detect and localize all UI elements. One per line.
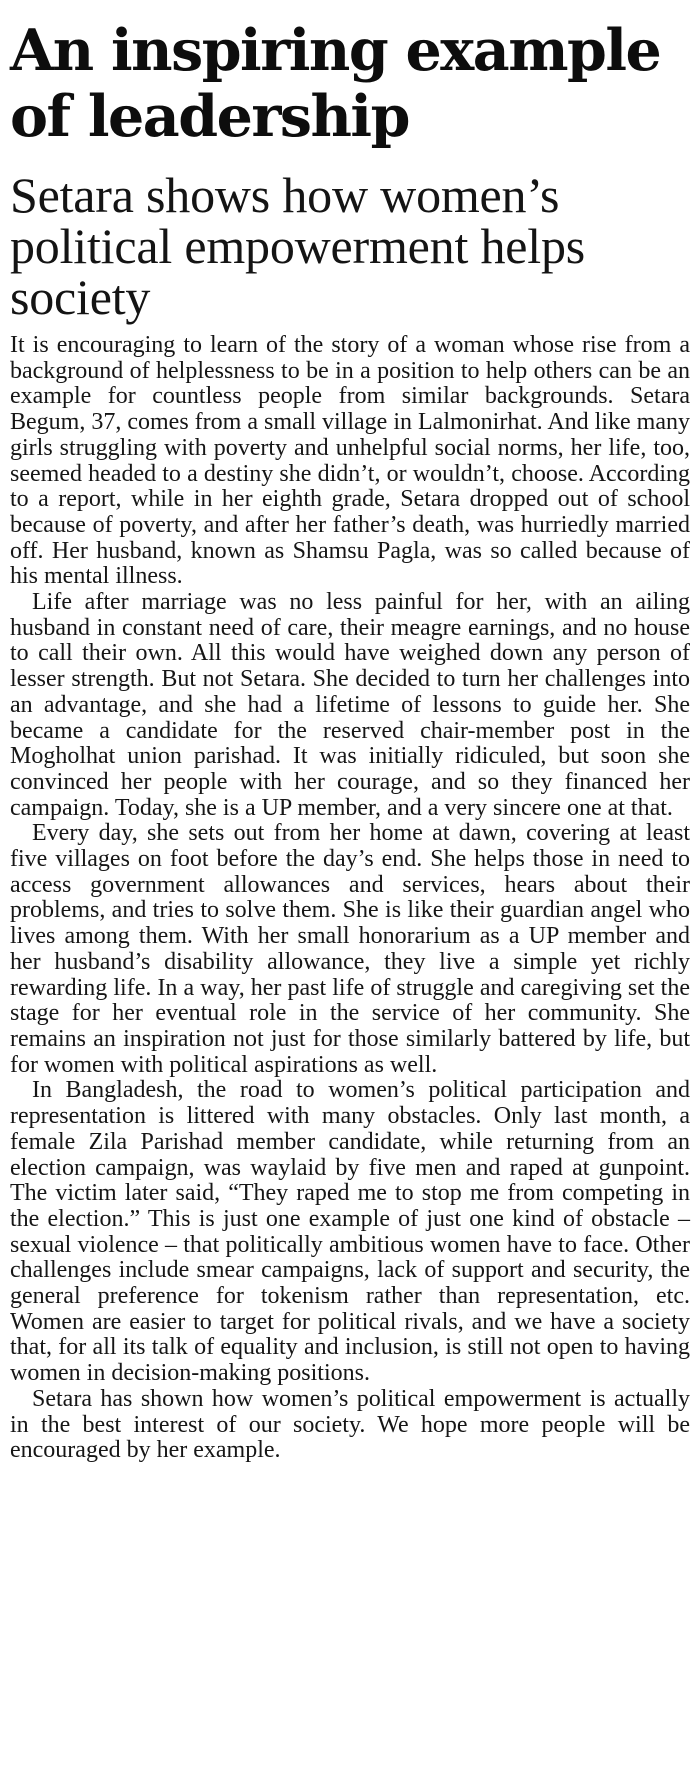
paragraph: Setara has shown how women’s political empowerment is actually in the best interest of our society. We hope more people will be encouraged by her example. [10,1385,690,1464]
headline: An inspiring example of leadership [10,17,661,150]
paragraph: Life after marriage was no less painful for her, with an ailing husband in constant need of care, their meagre earnings, and no house to call their own. All this would have weighed down any person of lesser strength. But not Setara. She decided to turn her challenges into an advantage, and she had a lifetime of lessons to guide her. She became a candidate for the reserved chair-member post in the Mogholhat union parishad. It was initially ridiculed, but soon she convinced her people with her courage, and so they financed her campaign. Today, she is a UP member, and a very sincere one at that. [10,589,690,821]
subheadline: Setara shows how women’s political empowerment helps society [10,167,585,325]
paragraph: Every day, she sets out from her home at dawn, covering at least five villages on foot before the day’s end. She helps those in need to access government allowances and services, hears about their problems, and tries to solve them. She is like their guardian angel who lives among them. With her small honorarium as a UP member and her husband’s disability allowance, they live a simple yet richly rewarding life. In a way, her past life of struggle and caregiving set the stage for her eventual role in the service of her community. She remains an inspiration not just for those similarly battered by life, but for women with political aspirations as well. [10,820,690,1078]
paragraph: It is encouraging to learn of the story of a woman whose rise from a background of helplessness to be in a position to help others can be an example for countless people from similar backgrounds. Setara Begum, 37, comes from a small village in Lalmonirhat. And like many girls struggling with poverty and unhelpful social norms, her life, too, seemed headed to a destiny she didn’t, or wouldn’t, choose. According to a report, while in her eighth grade, Setara dropped out of school because of poverty, and after her father’s death, was hurriedly married off. Her husband, known as Shamsu Pagla, was so called because of his mental illness. [10,332,690,590]
paragraph: In Bangladesh, the road to women’s political participation and representation is littered with many obstacles. Only last month, a female Zila Parishad member candidate, while returning from an election campaign, was waylaid by five men and raped at gunpoint. The victim later said, “They raped me to stop me from competing in the election.” This is just one example of just one kind of obstacle – sexual violence – that politically ambitious women have to face. Other challenges include smear campaigns, lack of support and security, the general preference for tokenism rather than representation, etc. Women are easier to target for political rivals, and we have a society that, for all its talk of equality and inclusion, is still not open to having women in decision-making positions. [10,1077,690,1387]
article-body [10,333,690,1464]
